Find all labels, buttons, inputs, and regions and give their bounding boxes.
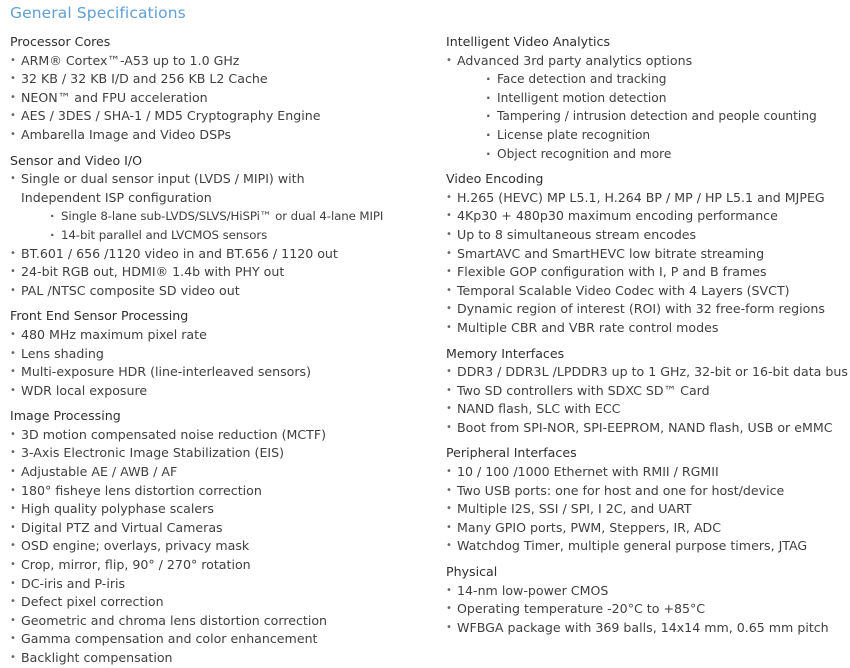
section-video-encoding <box>446 170 846 337</box>
sub-list-item: · Intelligent motion detection <box>446 89 846 108</box>
list-item: • Flexible GOP configuration with I, P and B frames <box>446 263 846 282</box>
sub-list-item: · Tampering / intrusion detection and people counting <box>446 107 846 126</box>
section-heading: Peripheral Interfaces <box>446 445 577 461</box>
list-item: • 24-bit RGB out, HDMI® 1.4b with PHY out <box>10 263 435 282</box>
list-item: • WFBGA package with 369 balls, 14x14 mm, 0.65 mm pitch <box>446 619 846 638</box>
list-item: • Geometric and chroma lens distortion correction <box>10 612 435 631</box>
list-item: • Crop, mirror, flip, 90° / 270° rotation <box>10 556 435 575</box>
list-item-continuation: Independent ISP configuration <box>21 189 212 205</box>
sub-list-item: · 14-bit parallel and LVCMOS sensors <box>10 226 435 245</box>
list-item: • Two SD controllers with SDXC SD™ Card <box>446 382 846 401</box>
list-item: • 10 / 100 /1000 Ethernet with RMII / RGMII <box>446 463 846 482</box>
list-item: • 480 MHz maximum pixel rate <box>10 326 435 345</box>
list-item: • Defect pixel correction <box>10 593 435 612</box>
section-front-end-sensor-processing <box>10 307 435 400</box>
list-item: • Two USB ports: one for host and one for host/device <box>446 482 846 501</box>
section-intelligent-video-analytics <box>446 33 846 163</box>
list-item: • 4Kp30 + 480p30 maximum encoding performance <box>446 207 846 226</box>
list-item: • Multi-exposure HDR (line-interleaved sensors) <box>10 363 435 382</box>
sub-list-item: · Face detection and tracking <box>446 70 846 89</box>
sub-list-item: · License plate recognition <box>446 126 846 145</box>
list-item: • WDR local exposure <box>10 382 435 401</box>
list-item: • PAL /NTSC composite SD video out <box>10 282 435 301</box>
list-item: • Ambarella Image and Video DSPs <box>10 126 435 145</box>
page-title: General Specifications <box>10 4 186 22</box>
section-heading: Processor Cores <box>10 34 111 49</box>
list-item: • NAND flash, SLC with ECC <box>446 400 846 419</box>
sub-list-item: · Object recognition and more <box>446 145 846 164</box>
list-item: • High quality polyphase scalers <box>10 500 435 519</box>
right-column <box>446 33 846 637</box>
list-item: • AES / 3DES / SHA-1 / MD5 Cryptography Engine <box>10 107 435 126</box>
list-item: • Backlight compensation <box>10 649 435 668</box>
list-item: • DC-iris and P-iris <box>10 575 435 594</box>
list-item: • ARM® Cortex™-A53 up to 1.0 GHz <box>10 52 435 71</box>
list-item: • Boot from SPI-NOR, SPI-EEPROM, NAND flash, USB or eMMC <box>446 419 846 438</box>
section-heading: Intelligent Video Analytics <box>446 34 611 49</box>
list-item: • H.265 (HEVC) MP L5.1, H.264 BP / MP / HP L5.1 and MJPEG <box>446 189 846 208</box>
list-item: • NEON™ and FPU acceleration <box>10 89 435 108</box>
left-column <box>10 33 435 668</box>
section-heading: Image Processing <box>10 408 121 424</box>
list-item: • 14-nm low-power CMOS <box>446 582 846 601</box>
section-peripheral-interfaces <box>446 444 846 556</box>
list-item: • SmartAVC and SmartHEVC low bitrate streaming <box>446 245 846 264</box>
section-processor-cores <box>10 33 435 145</box>
section-memory-interfaces <box>446 345 846 438</box>
list-item: • Digital PTZ and Virtual Cameras <box>10 519 435 538</box>
list-item: • Gamma compensation and color enhancement <box>10 630 435 649</box>
section-heading: Video Encoding <box>446 171 544 187</box>
list-item: • BT.601 / 656 /1120 video in and BT.656 / 1120 out <box>10 245 435 264</box>
section-physical <box>446 563 846 637</box>
list-item: • Adjustable AE / AWB / AF <box>10 463 435 482</box>
list-item: • 180° fisheye lens distortion correction <box>10 482 435 501</box>
list-item: • 3D motion compensated noise reduction (MCTF) <box>10 426 435 445</box>
list-item: • Single or dual sensor input (LVDS / MIPI) with <box>10 170 435 189</box>
list-item: • Watchdog Timer, multiple general purpose timers, JTAG <box>446 537 846 556</box>
list-item: • Many GPIO ports, PWM, Steppers, IR, ADC <box>446 519 846 538</box>
list-item: • Up to 8 simultaneous stream encodes <box>446 226 846 245</box>
list-item: • Advanced 3rd party analytics options <box>446 52 846 71</box>
section-heading: Front End Sensor Processing <box>10 308 189 324</box>
list-item: • Lens shading <box>10 345 435 364</box>
list-item: • Multiple I2S, SSI / SPI, I 2C, and UART <box>446 500 846 519</box>
list-item: • OSD engine; overlays, privacy mask <box>10 537 435 556</box>
list-item: • Multiple CBR and VBR rate control modes <box>446 319 846 338</box>
section-heading: Memory Interfaces <box>446 345 565 361</box>
section-heading: Sensor and Video I/O <box>10 152 143 168</box>
section-sensor-video-io <box>10 152 435 301</box>
list-item: • DDR3 / DDR3L /LPDDR3 up to 1 GHz, 32-bit or 16-bit data bus <box>446 363 846 382</box>
list-item: • Dynamic region of interest (ROI) with 32 free-form regions <box>446 300 846 319</box>
list-item: • 3-Axis Electronic Image Stabilization (EIS) <box>10 444 435 463</box>
list-item: • Operating temperature -20°C to +85°C <box>446 600 846 619</box>
section-heading: Physical <box>446 564 498 580</box>
list-item: • 32 KB / 32 KB I/D and 256 KB L2 Cache <box>10 70 435 89</box>
list-item: • Temporal Scalable Video Codec with 4 Layers (SVCT) <box>446 282 846 301</box>
section-image-processing <box>10 407 435 667</box>
sub-list-item: · Single 8-lane sub-LVDS/SLVS/HiSPi™ or dual 4-lane MIPI <box>10 207 435 226</box>
